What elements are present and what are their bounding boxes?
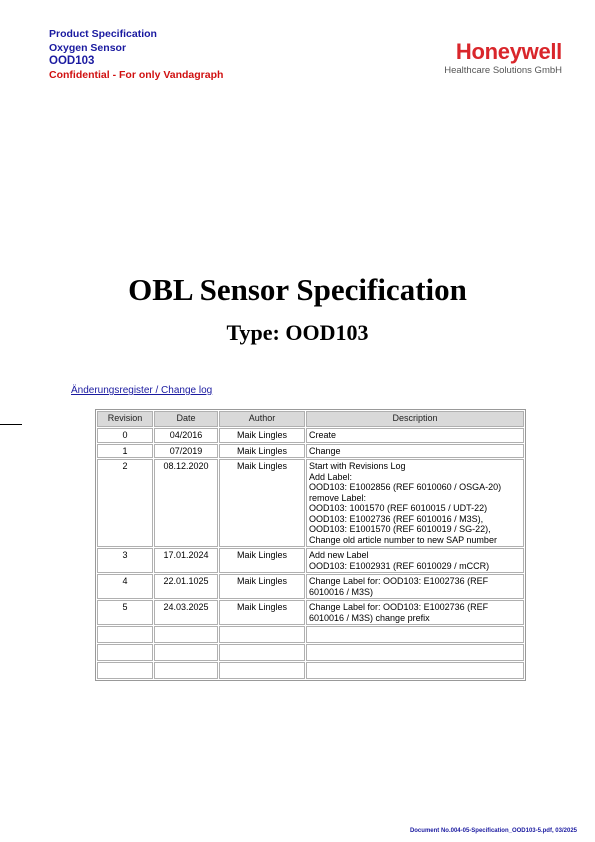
table-row — [97, 574, 524, 599]
cell-author: Maik Lingles — [219, 428, 305, 443]
cell-date: 07/2019 — [154, 444, 218, 459]
table-row — [97, 600, 524, 625]
page-subtitle: Type: OOD103 — [226, 320, 369, 345]
header-product: Oxygen Sensor — [49, 41, 127, 54]
header-model: OOD103 — [49, 55, 95, 67]
cell-date: 22.01.1025 — [154, 574, 218, 599]
document-header — [49, 28, 223, 82]
honeywell-logo — [444, 41, 562, 76]
cell-date — [154, 644, 218, 661]
cell-revision — [97, 662, 153, 679]
cell-revision: 5 — [97, 600, 153, 625]
cell-revision: 4 — [97, 574, 153, 599]
cell-author — [219, 662, 305, 679]
table-row — [97, 459, 524, 547]
cell-date — [154, 626, 218, 643]
cell-description: Change Label for: OOD103: E1002736 (REF 6010016 / M3S) change prefix — [306, 600, 524, 625]
cell-revision: 0 — [97, 428, 153, 443]
cell-description: Change — [306, 444, 524, 459]
footer-document-number: Document No.004-05-Specification_OOD103-5.pdf, 03/2025 — [409, 828, 577, 834]
header-confidential: Confidential - For only Vandagraph — [49, 68, 224, 81]
table-row — [97, 548, 524, 573]
cell-date: 08.12.2020 — [154, 459, 218, 547]
cell-description — [306, 626, 524, 643]
cell-author — [219, 626, 305, 643]
cell-author: Maik Lingles — [219, 444, 305, 459]
table-row — [97, 428, 524, 443]
table-body — [97, 428, 524, 679]
logo-subtitle: Healthcare Solutions GmbH — [444, 65, 562, 76]
cell-author: Maik Lingles — [219, 600, 305, 625]
column-header-author: Author — [219, 411, 305, 427]
changelog-link[interactable]: Änderungsregister / Change log — [71, 385, 213, 396]
table-row — [97, 662, 524, 679]
cell-revision — [97, 644, 153, 661]
cell-author: Maik Lingles — [219, 459, 305, 547]
column-header-revision: Revision — [97, 411, 153, 427]
cell-date — [154, 662, 218, 679]
cell-description: Add new Label OOD103: E1002931 (REF 6010029 / mCCR) — [306, 548, 524, 573]
table-header-row — [97, 411, 524, 427]
column-header-date: Date — [154, 411, 218, 427]
cell-author — [219, 644, 305, 661]
cell-date: 17.01.2024 — [154, 548, 218, 573]
cell-revision — [97, 626, 153, 643]
cell-revision: 1 — [97, 444, 153, 459]
cell-author: Maik Lingles — [219, 574, 305, 599]
cell-description: Create — [306, 428, 524, 443]
logo-brand: Honeywell — [455, 39, 562, 64]
table-row — [97, 444, 524, 459]
cell-description: Change Label for: OOD103: E1002736 (REF 6010016 / M3S) — [306, 574, 524, 599]
change-log-table — [95, 409, 526, 681]
cell-revision: 3 — [97, 548, 153, 573]
table-row — [97, 644, 524, 661]
cell-description — [306, 644, 524, 661]
header-doc-type: Product Specification — [49, 28, 157, 40]
cell-author: Maik Lingles — [219, 548, 305, 573]
cell-date: 24.03.2025 — [154, 600, 218, 625]
cell-date: 04/2016 — [154, 428, 218, 443]
cell-revision: 2 — [97, 459, 153, 547]
page-title: OBL Sensor Specification — [128, 272, 467, 307]
table-row — [97, 626, 524, 643]
cell-description: Start with Revisions Log Add Label: OOD103: E1002856 (REF 6010060 / OSGA-20) remove Label: OOD103: 1001570 (REF 6010015 / UDT-22) OOD103: E1002736 (REF 6010016 / M3S), OOD103: E1001570 (REF 6010019 / SG-22), Change old article number to new SAP number — [306, 459, 524, 547]
column-header-description: Description — [306, 411, 524, 427]
margin-mark — [0, 424, 22, 425]
cell-description — [306, 662, 524, 679]
